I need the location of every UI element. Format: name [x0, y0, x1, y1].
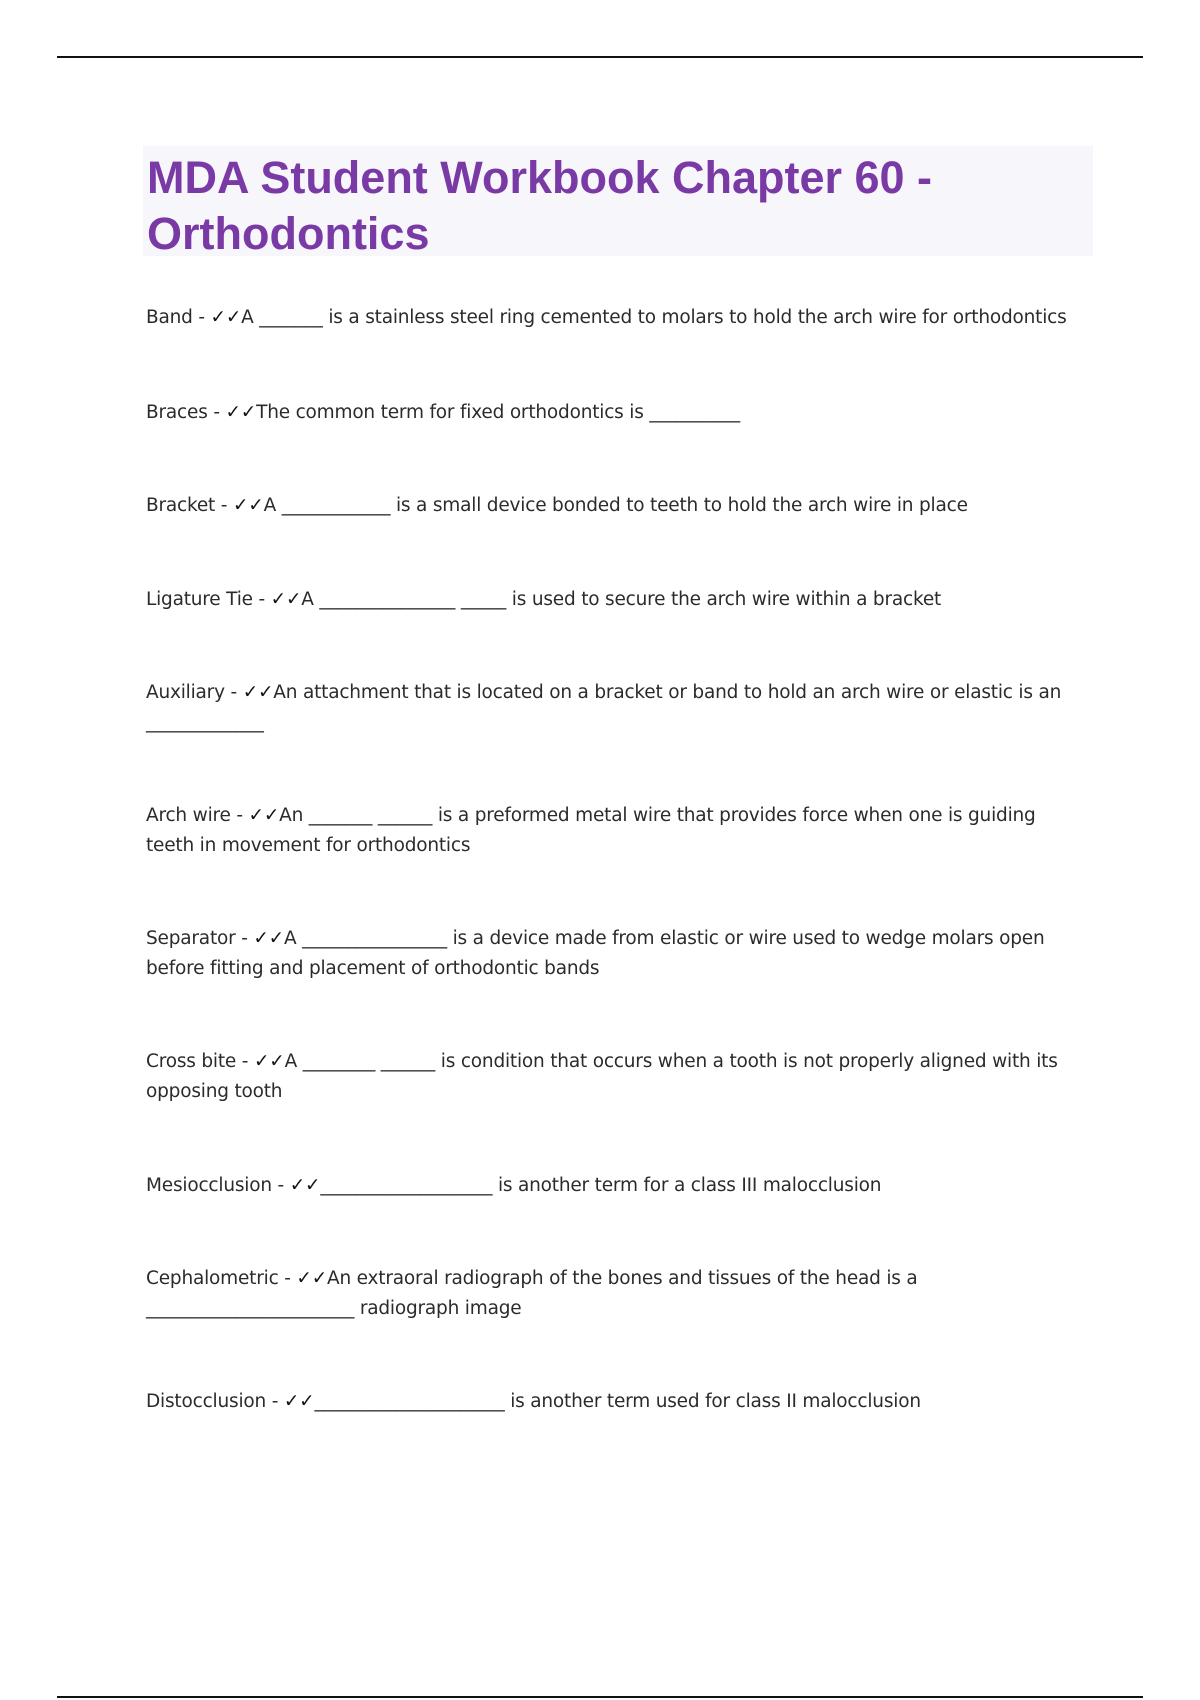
- definition: ___________________ is another term for a class III malocclusion: [320, 1175, 882, 1196]
- flashcard-cross-bite: Cross bite - ✓✓A ________ ______ is condition that occurs when a tooth is not properly aligned with its opposing tooth: [146, 1051, 1058, 1102]
- term: Arch wire: [146, 805, 231, 826]
- definition: A ________ ______ is condition that occurs when a tooth is not properly aligned with its opposing tooth: [146, 1051, 1058, 1102]
- term: Cephalometric: [146, 1268, 279, 1289]
- term: Bracket: [146, 495, 216, 516]
- definition: A _______ is a stainless steel ring cemented to molars to hold the arch wire for orthodontics: [241, 307, 1067, 328]
- term: Distocclusion: [146, 1391, 267, 1412]
- double-check-icon: ✓✓: [242, 682, 274, 703]
- page-title: MDA Student Workbook Chapter 60 - Orthodontics: [147, 152, 933, 259]
- double-check-icon: ✓✓: [253, 928, 284, 949]
- double-check-icon: ✓✓: [289, 1175, 321, 1196]
- double-check-icon: ✓✓: [232, 495, 264, 516]
- double-check-icon: ✓✓: [248, 805, 280, 826]
- bottom-rule: [57, 1696, 1143, 1698]
- definition: The common term for fixed orthodontics is __________: [256, 402, 740, 423]
- definition: _____________________ is another term used for class II malocclusion: [314, 1391, 921, 1412]
- double-check-icon: ✓✓: [270, 589, 302, 610]
- flashcard-arch-wire: Arch wire - ✓✓An _______ ______ is a preformed metal wire that provides force when one is guiding teeth in movement for orthodontics: [146, 805, 1036, 856]
- term: Auxiliary: [146, 682, 225, 703]
- flashcard-distocclusion: Distocclusion - ✓✓_____________________ is another term used for class II malocclusion: [146, 1391, 921, 1412]
- term: Separator: [146, 928, 236, 949]
- flashcard-cephalometric: Cephalometric - ✓✓An extraoral radiograph of the bones and tissues of the head is a _______________________ radiograph image: [146, 1268, 918, 1319]
- definition: An attachment that is located on a bracket or band to hold an arch wire or elastic is an _____________: [146, 682, 1062, 733]
- top-rule: [57, 56, 1143, 58]
- double-check-icon: ✓✓: [296, 1268, 327, 1289]
- flashcard-auxiliary: Auxiliary - ✓✓An attachment that is located on a bracket or band to hold an arch wire or elastic is an _____________: [146, 682, 1062, 733]
- double-check-icon: ✓✓: [283, 1391, 315, 1412]
- title-banner: [143, 146, 1093, 259]
- flashcard-ligature-tie: Ligature Tie - ✓✓A _______________ _____ is used to secure the arch wire within a bracket: [146, 589, 942, 610]
- double-check-icon: ✓✓: [253, 1051, 285, 1072]
- term: Mesiocclusion: [146, 1175, 272, 1196]
- double-check-icon: ✓✓: [210, 307, 242, 328]
- definition: A _______________ _____ is used to secure the arch wire within a bracket: [301, 589, 942, 610]
- flashcard-band: Band - ✓✓A _______ is a stainless steel ring cemented to molars to hold the arch wire for orthodontics: [146, 307, 1067, 328]
- term: Ligature Tie: [146, 589, 253, 610]
- term: Braces: [146, 402, 208, 423]
- double-check-icon: ✓✓: [225, 402, 257, 423]
- definition: A ________________ is a device made from elastic or wire used to wedge molars open before fitting and placement of orthodontic bands: [146, 928, 1045, 979]
- flashcard-bracket: Bracket - ✓✓A ____________ is a small device bonded to teeth to hold the arch wire in place: [146, 495, 968, 516]
- flashcard-braces: Braces - ✓✓The common term for fixed orthodontics is __________: [146, 402, 740, 423]
- definition: A ____________ is a small device bonded to teeth to hold the arch wire in place: [263, 495, 968, 516]
- definition: An extraoral radiograph of the bones and tissues of the head is a _______________________ radiograph image: [146, 1268, 918, 1319]
- flashcard-mesiocclusion: Mesiocclusion - ✓✓___________________ is another term for a class III malocclusion: [146, 1175, 882, 1196]
- flashcard-separator: Separator - ✓✓A ________________ is a device made from elastic or wire used to wedge molars open before fitting and placement of orthodontic bands: [146, 928, 1045, 979]
- term: Band: [146, 307, 193, 328]
- definition: An _______ ______ is a preformed metal wire that provides force when one is guiding teeth in movement for orthodontics: [146, 805, 1036, 856]
- term: Cross bite: [146, 1051, 237, 1072]
